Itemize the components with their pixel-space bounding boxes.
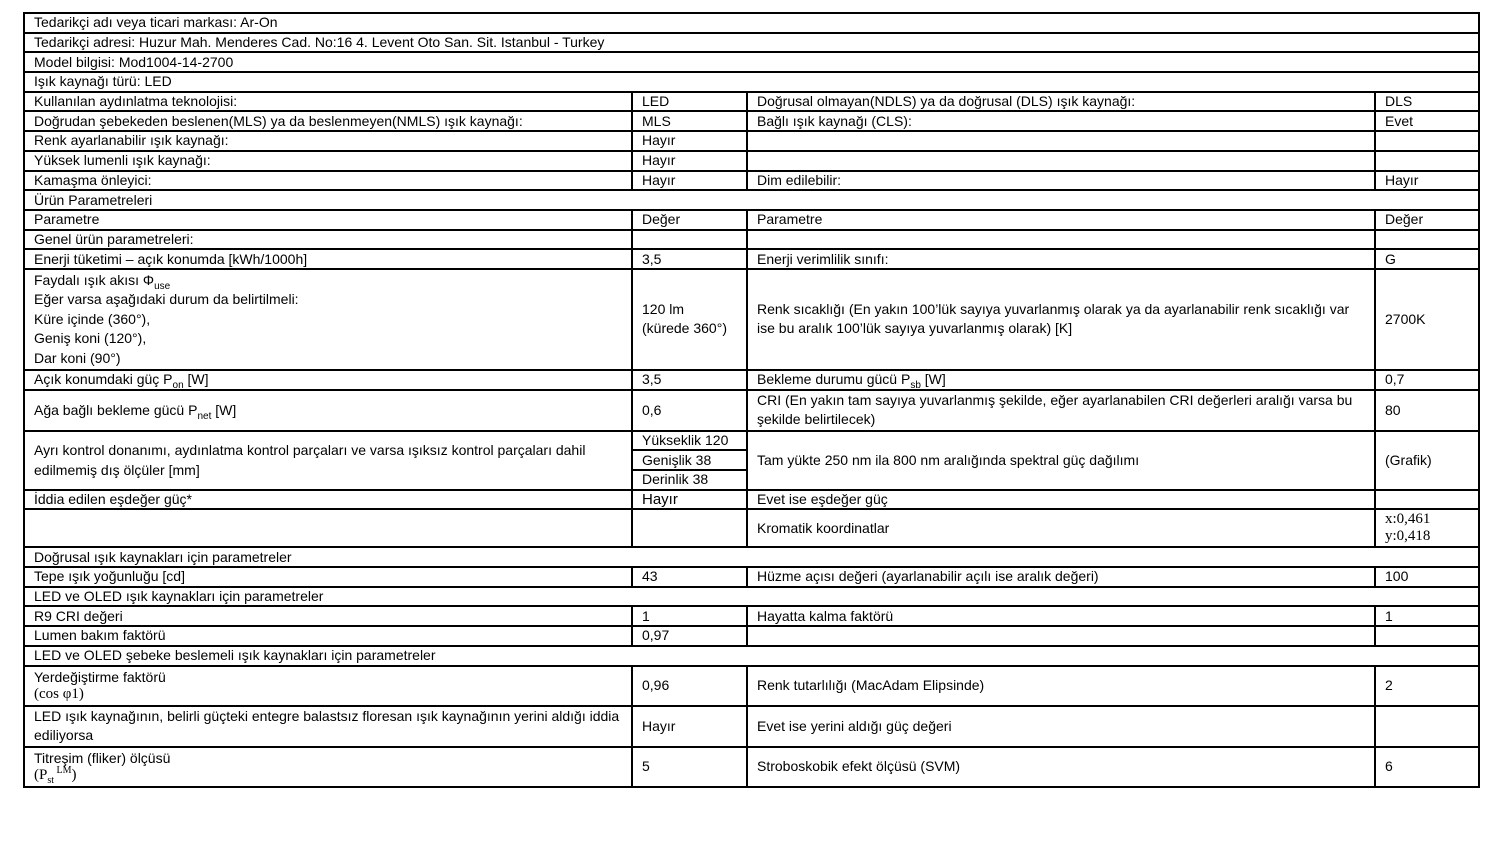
cell-value: Evet (1375, 111, 1479, 131)
cell-value: G (1375, 249, 1479, 269)
cell-value: Hayır (632, 490, 747, 510)
cell-value: Hayır (1375, 171, 1479, 191)
cell-empty (747, 131, 1375, 151)
table-row (24, 230, 1479, 250)
cell-empty (1375, 230, 1479, 250)
column-header: Parametre (747, 210, 1375, 230)
table-row (24, 131, 1479, 151)
cell-value: 2 (1375, 666, 1479, 706)
cell-value: Hayır (632, 171, 747, 191)
cell-value: 0,6 (632, 390, 747, 431)
cell-label: Kamaşma önleyici: (24, 171, 632, 191)
section-heading: Genel ürün parametreleri: (24, 230, 632, 250)
table-row (24, 646, 1479, 666)
cell-value: MLS (632, 111, 747, 131)
color-temperature-label: Renk sıcaklığı (En yakın 100’lük sayıya yuvarlanmış olarak ya da ayarlanabilir renk sıcaklığı var ise bu aralık 100’lük sayıya yuvarlanmış olarak) [K] (747, 269, 1375, 370)
cell-label: Bekleme durumu gücü $P_{sb}$ [W] (747, 370, 1375, 390)
table-row (24, 626, 1479, 646)
table-row (24, 13, 1479, 33)
cell-label: R9 CRI değeri (24, 606, 632, 626)
table-row (24, 567, 1479, 587)
table-row (24, 390, 1479, 431)
cell-label: Doğrusal olmayan(NDLS) ya da doğrusal (DLS) ışık kaynağı: (747, 92, 1375, 112)
table-row (24, 587, 1479, 607)
table-row (24, 370, 1479, 390)
cell-value: DLS (1375, 92, 1479, 112)
cell-label: Doğrudan şebekeden beslenen(MLS) ya da beslenmeyen(NMLS) ışık kaynağı: (24, 111, 632, 131)
cell-value: 0,7 (1375, 370, 1479, 390)
cell-label: Açık konumdaki güç $P_{on}$ [W] (24, 370, 632, 390)
cell-label: Evet ise yerini aldığı güç değeri (747, 706, 1375, 747)
cell-value: 5 (632, 747, 747, 787)
cell-value (1375, 490, 1479, 510)
cell-value: 0,96 (632, 666, 747, 706)
cell-empty (747, 151, 1375, 171)
table-row (24, 706, 1479, 747)
cell-label: Titreşim (fliker) ölçüsü ($P_{st}$ $^{LM}$) (24, 747, 632, 787)
cell-value: 1 (1375, 606, 1479, 626)
section-heading: Doğrusal ışık kaynakları için parametreler (24, 547, 1479, 567)
cell-empty (1375, 151, 1479, 171)
table-row (24, 269, 1479, 370)
cell-label: Yüksek lumenli ışık kaynağı: (24, 151, 632, 171)
cell-label: Hüzme açısı değeri (ayarlanabilir açılı ise aralık değeri) (747, 567, 1375, 587)
cell-label: Yerdeğiştirme faktörü (cos φ1) (24, 666, 632, 706)
cell-value: 3,5 (632, 249, 747, 269)
cell-value: 0,97 (632, 626, 747, 646)
cell-label: Bağlı ışık kaynağı (CLS): (747, 111, 1375, 131)
chromatic-label: Kromatik koordinatlar (747, 509, 1375, 547)
cell-label: Stroboskobik efekt ölçüsü (SVM) (747, 747, 1375, 787)
spectral-value: (Grafik) (1375, 431, 1479, 490)
product-info-table (23, 12, 1480, 788)
table-row (24, 92, 1479, 112)
table-row (24, 747, 1479, 787)
cell-label: Ağa bağlı bekleme gücü $P_{net}$ [W] (24, 390, 632, 431)
cell-empty (747, 626, 1375, 646)
spectral-label: Tam yükte 250 nm ila 800 nm aralığında spektral güç dağılımı (747, 431, 1375, 490)
table-row (24, 52, 1479, 72)
color-temperature-value: 2700K (1375, 269, 1479, 370)
supplier-address: Tedarikçi adresi: Huzur Mah. Menderes Cad. No:16 4. Levent Oto San. Sit. Istanbul - Turkey (24, 33, 1479, 53)
height-value: Yükseklik 120 (632, 431, 747, 451)
luminous-flux-label: Faydalı ışık akısı $\Phi_{use}$ Eğer varsa aşağıdaki durum da belirtilmeli: Küre içinde (360°), Geniş koni (120°), Dar koni (90°) (24, 269, 632, 370)
luminous-flux-value: 120 lm (kürede 360°) (632, 269, 747, 370)
table-row (24, 509, 1479, 547)
cell-value: 1 (632, 606, 747, 626)
cell-value: Hayır (632, 151, 747, 171)
table-row (24, 666, 1479, 706)
cell-label: Tepe ışık yoğunluğu [cd] (24, 567, 632, 587)
cell-value: Hayır (632, 131, 747, 151)
table-row (24, 249, 1479, 269)
column-header: Değer (1375, 210, 1479, 230)
table-row (24, 190, 1479, 210)
cell-empty (747, 230, 1375, 250)
column-header: Parametre (24, 210, 632, 230)
cell-empty (1375, 131, 1479, 151)
light-source-type: Işık kaynağı türü: LED (24, 72, 1479, 92)
section-heading: Ürün Parametreleri (24, 190, 1479, 210)
cell-label: LED ışık kaynağının, belirli güçteki entegre balastsız floresan ışık kaynağının yerini aldığı iddia ediliyorsa (24, 706, 632, 747)
supplier-name: Tedarikçi adı veya ticari markası: Ar-On (24, 13, 1479, 33)
cell-value: 100 (1375, 567, 1479, 587)
dimensions-label: Ayrı kontrol donanımı, aydınlatma kontrol parçaları ve varsa ışıksız kontrol parçaları dahil edilmemiş dış ölçüler [mm] (24, 431, 632, 490)
table-row (24, 547, 1479, 567)
chromatic-value: x:0,461 y:0,418 (1375, 509, 1479, 547)
cell-value: 43 (632, 567, 747, 587)
table-row (24, 490, 1479, 510)
width-value: Genişlik 38 (632, 450, 747, 470)
cri-label: CRI (En yakın tam sayıya yuvarlanmış şekilde, eğer ayarlanabilen CRI değerleri aralığı varsa bu şekilde belirtilecek) (747, 390, 1375, 431)
table-row (24, 111, 1479, 131)
cell-empty (632, 230, 747, 250)
table-row (24, 431, 1479, 451)
cell-label: Hayatta kalma faktörü (747, 606, 1375, 626)
cell-value: 6 (1375, 747, 1479, 787)
cell-empty (632, 509, 747, 547)
cell-value: LED (632, 92, 747, 112)
depth-value: Derinlik 38 (632, 470, 747, 490)
cell-label: Evet ise eşdeğer güç (747, 490, 1375, 510)
cell-label: Enerji verimlilik sınıfı: (747, 249, 1375, 269)
table-row (24, 171, 1479, 191)
cell-empty (24, 509, 632, 547)
model-info: Model bilgisi: Mod1004-14-2700 (24, 52, 1479, 72)
section-heading: LED ve OLED şebeke beslemeli ışık kaynakları için parametreler (24, 646, 1479, 666)
table-row (24, 33, 1479, 53)
cell-label: Enerji tüketimi – açık konumda [kWh/1000h] (24, 249, 632, 269)
cell-label: Dim edilebilir: (747, 171, 1375, 191)
cell-value (1375, 706, 1479, 747)
column-header: Değer (632, 210, 747, 230)
table-row (24, 606, 1479, 626)
table-row (24, 72, 1479, 92)
cell-label: Renk ayarlanabilir ışık kaynağı: (24, 131, 632, 151)
cell-value: Hayır (632, 706, 747, 747)
cell-empty (1375, 626, 1479, 646)
table-row (24, 210, 1479, 230)
cell-label: Renk tutarlılığı (MacAdam Elipsinde) (747, 666, 1375, 706)
cell-value: 3,5 (632, 370, 747, 390)
cell-label: Lumen bakım faktörü (24, 626, 632, 646)
table-row (24, 151, 1479, 171)
cri-value: 80 (1375, 390, 1479, 431)
section-heading: LED ve OLED ışık kaynakları için parametreler (24, 587, 1479, 607)
cell-label: İddia edilen eşdeğer güç* (24, 490, 632, 510)
cell-label: Kullanılan aydınlatma teknolojisi: (24, 92, 632, 112)
